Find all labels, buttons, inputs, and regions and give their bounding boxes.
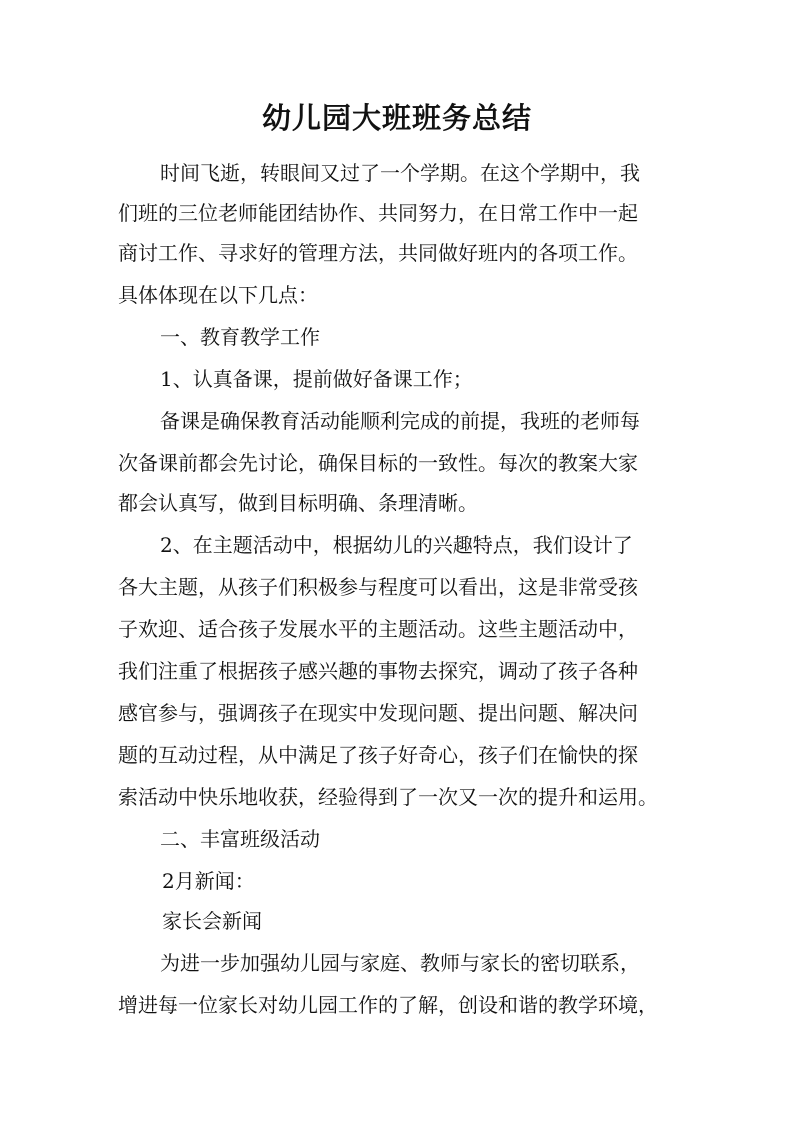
paragraph-line: 索活动中快乐地收获，经验得到了一次又一次的提升和运用。 [118,785,658,809]
paragraph-line: 各大主题，从孩子们积极参与程度可以看出，这是非常受孩 [118,575,638,599]
section-heading: 二、丰富班级活动 [160,827,320,851]
news-month: 2月新闻： [162,869,255,893]
paragraph-line: 2、在主题活动中，根据幼儿的兴趣特点，我们设计了 [160,533,633,557]
paragraph-line: 我们注重了根据孩子感兴趣的事物去探究，调动了孩子各种 [118,659,638,683]
paragraph-line: 都会认真写，做到目标明确、条理清晰。 [118,491,478,515]
paragraph-line: 商讨工作、寻求好的管理方法，共同做好班内的各项工作。 [118,241,638,265]
news-title: 家长会新闻 [162,909,262,933]
document-title: 幼儿园大班班务总结 [261,101,532,135]
section-heading: 一、教育教学工作 [160,325,320,349]
paragraph-line: 时间飞逝，转眼间又过了一个学期。在这个学期中，我 [160,161,640,185]
paragraph-line: 具体体现在以下几点： [118,283,318,307]
paragraph-line: 为进一步加强幼儿园与家庭、教师与家长的密切联系， [160,951,640,975]
paragraph-line: 们班的三位老师能团结协作、共同努力，在日常工作中一起 [118,201,638,225]
paragraph-line: 感官参与，强调孩子在现实中发现问题、提出问题、解决问 [118,701,638,725]
paragraph-line: 增进每一位家长对幼儿园工作的了解，创设和谐的教学环境， [118,993,658,1017]
paragraph-line: 次备课前都会先讨论，确保目标的一致性。每次的教案大家 [118,451,638,475]
paragraph-line: 子欢迎、适合孩子发展水平的主题活动。这些主题活动中， [118,617,638,641]
paragraph-line: 备课是确保教育活动能顺利完成的前提，我班的老师每 [160,409,640,433]
paragraph-line: 题的互动过程，从中满足了孩子好奇心，孩子们在愉快的探 [118,743,638,767]
subsection-heading: 1、认真备课，提前做好备课工作； [160,367,473,391]
